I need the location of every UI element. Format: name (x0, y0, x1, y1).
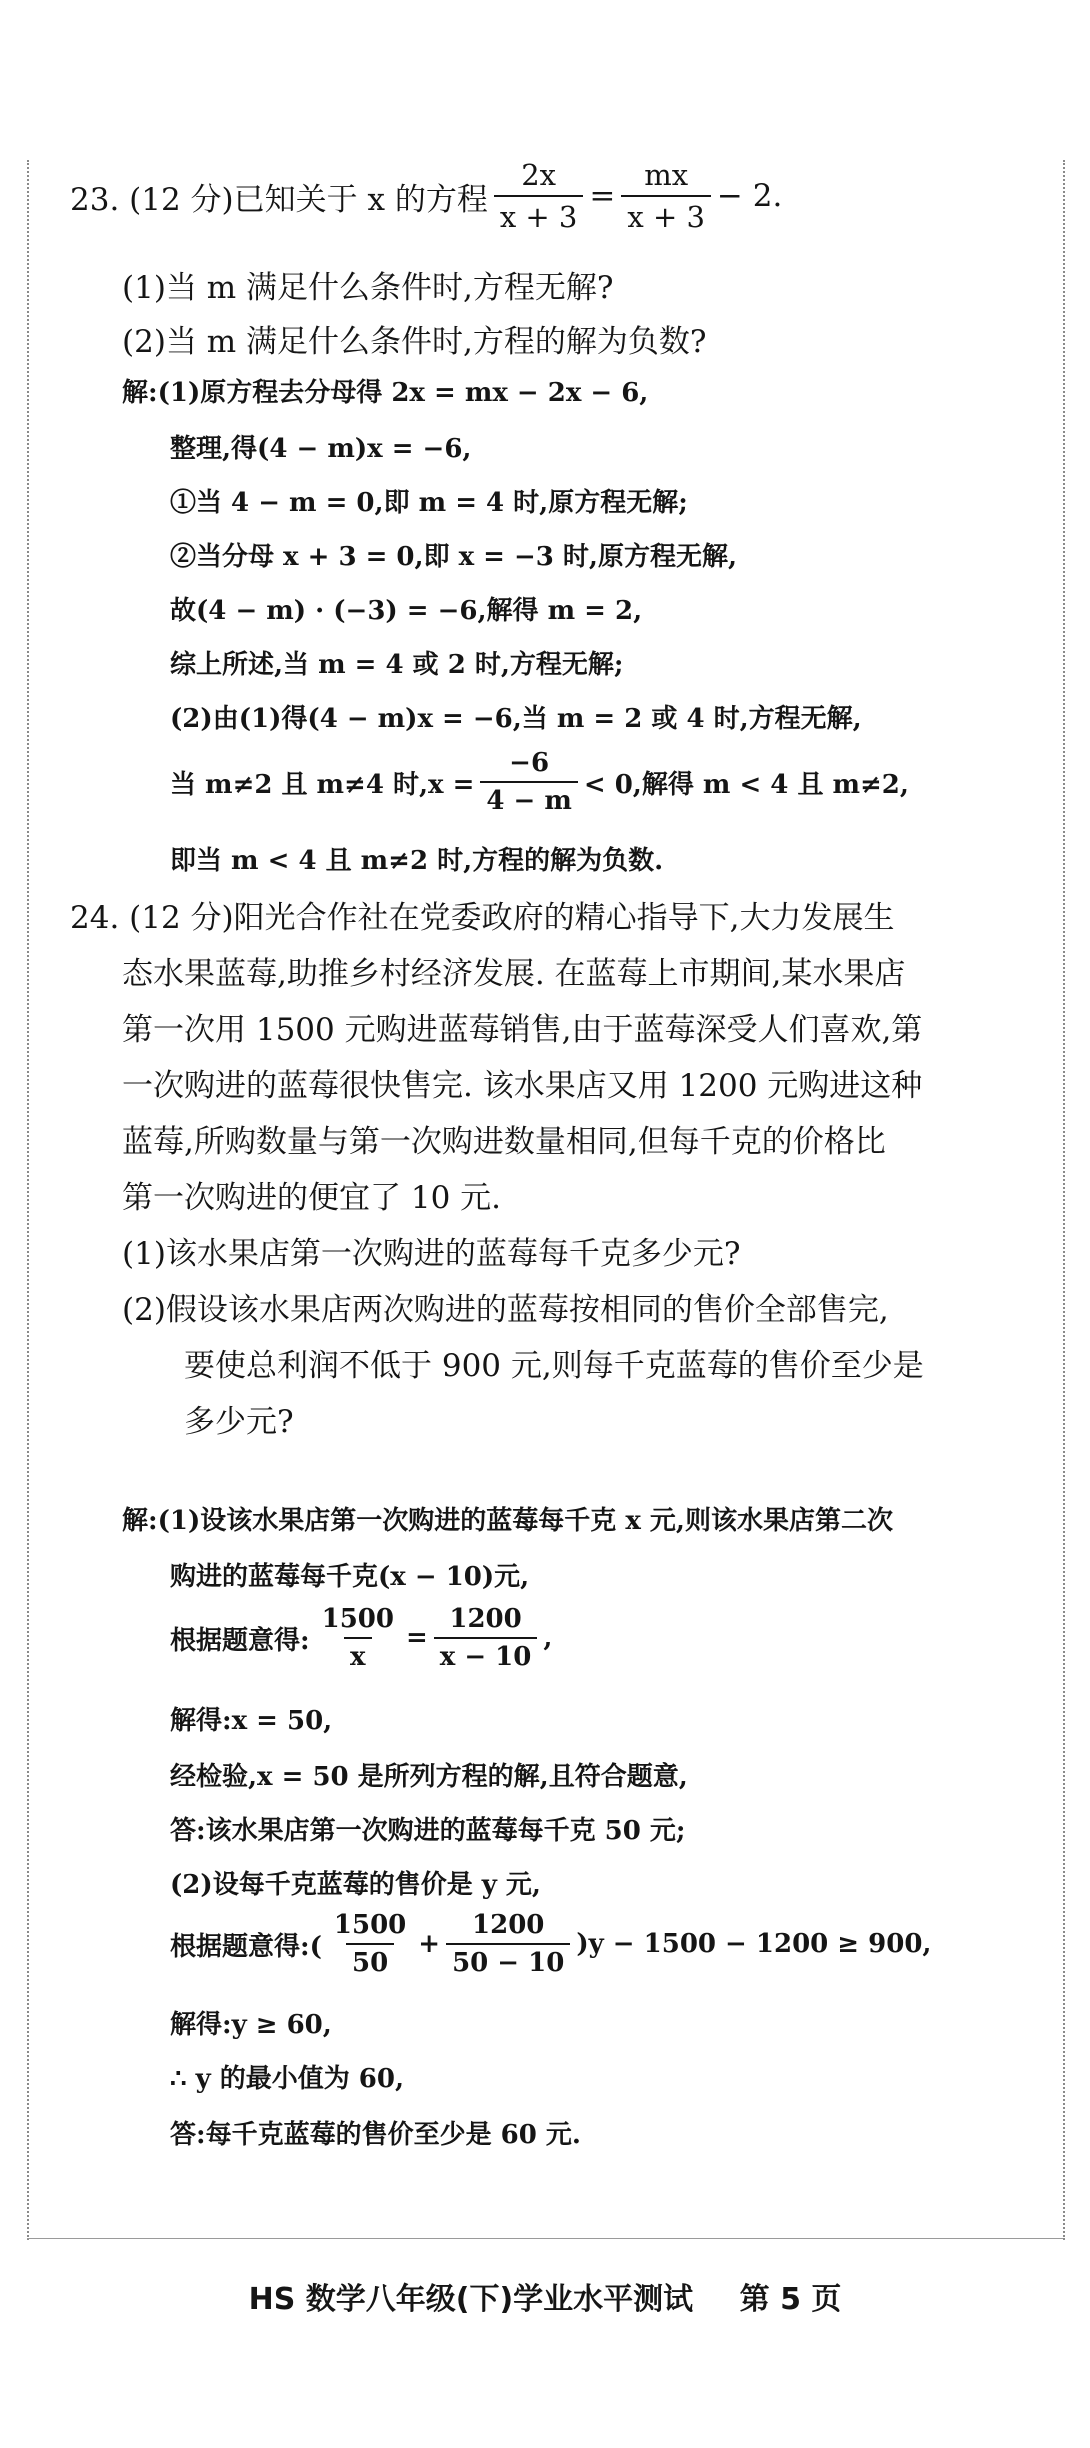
s24-line6: 答:该水果店第一次购进的蓝莓每千克 50 元; (170, 1816, 686, 1846)
s24-line8-fraction-b (446, 1910, 570, 1978)
fraction-numerator: 2x (521, 158, 557, 192)
s23-fraction (480, 748, 578, 816)
s24-line2: 购进的蓝莓每千克(x − 10)元, (170, 1562, 530, 1592)
s24-line8 (170, 1910, 931, 1978)
s24-line10: ∴ y 的最小值为 60, (170, 2064, 405, 2094)
s24-fraction-right (434, 1604, 538, 1672)
q24-line4: 一次购进的蓝莓很快售完. 该水果店又用 1200 元购进这种 (122, 1068, 923, 1104)
q24-line6: 第一次购进的便宜了 10 元. (122, 1180, 502, 1216)
s23-line8 (170, 748, 909, 816)
q23-prefix: 23. (12 分)已知关于 x 的方程 (70, 181, 488, 218)
q24-line2: 态水果蓝莓,助推乡村经济发展. 在蓝莓上市期间,某水果店 (122, 956, 906, 992)
s23-line5: 故(4 − m) · (−3) = −6,解得 m = 2, (170, 596, 643, 626)
q24-part2c: 多少元? (184, 1404, 294, 1440)
q23-part2: (2)当 m 满足什么条件时,方程的解为负数? (122, 324, 707, 360)
q23-fraction-right (621, 158, 711, 234)
q23-suffix: − 2. (716, 178, 783, 214)
equals-sign: = (589, 178, 616, 214)
fraction-numerator: 1500 (321, 1604, 394, 1634)
right-margin-dotted-line (1063, 160, 1065, 2240)
fraction-denominator: 50 − 10 (446, 1943, 570, 1978)
s24-line7: (2)设每千克蓝莓的售价是 y 元, (170, 1870, 541, 1900)
fraction-denominator: x − 10 (434, 1637, 538, 1672)
q23-stem (70, 158, 782, 234)
s24-line4: 解得:x = 50, (170, 1706, 333, 1736)
s24-line11: 答:每千克蓝莓的售价至少是 60 元. (170, 2120, 581, 2150)
s23-line8-pre: 当 m≠2 且 m≠4 时,x = (170, 769, 475, 800)
s23-line3: ①当 4 − m = 0,即 m = 4 时,原方程无解; (170, 488, 688, 518)
s23-line1: 解:(1)原方程去分母得 2x = mx − 2x − 6, (122, 378, 649, 408)
s24-line1: 解:(1)设该水果店第一次购进的蓝莓每千克 x 元,则该水果店第二次 (122, 1506, 893, 1536)
footer-rule (27, 2238, 1063, 2239)
q24-part2a: (2)假设该水果店两次购进的蓝莓按相同的售价全部售完, (122, 1292, 889, 1328)
left-margin-dotted-line (27, 160, 29, 2240)
s23-line4: ②当分母 x + 3 = 0,即 x = −3 时,原方程无解, (170, 542, 738, 572)
equals-sign: = (405, 1623, 428, 1653)
fraction-denominator: x + 3 (494, 195, 584, 234)
fraction-denominator: 4 − m (480, 781, 578, 816)
q23-fraction-left (494, 158, 584, 234)
s24-line5: 经检验,x = 50 是所列方程的解,且符合题意, (170, 1762, 688, 1792)
fraction-denominator: 50 (346, 1943, 394, 1978)
s24-line3 (170, 1604, 552, 1672)
footer-title: HS 数学八年级(下)学业水平测试 (248, 2282, 694, 2317)
fraction-numerator: 1500 (333, 1910, 407, 1940)
fraction-numerator: mx (644, 158, 689, 192)
q24-part2b: 要使总利润不低于 900 元,则每千克蓝莓的售价至少是 (184, 1348, 924, 1384)
fraction-numerator: 1200 (449, 1604, 522, 1634)
fraction-denominator: x + 3 (621, 195, 711, 234)
s24-fraction-left (316, 1604, 400, 1672)
s24-line3-post: , (543, 1623, 553, 1653)
s23-line2: 整理,得(4 − m)x = −6, (170, 434, 472, 464)
s23-line7: (2)由(1)得(4 − m)x = −6,当 m = 2 或 4 时,方程无解, (170, 704, 862, 734)
s23-line9: 即当 m < 4 且 m≠2 时,方程的解为负数. (170, 846, 664, 876)
q24-line5: 蓝莓,所购数量与第一次购进数量相同,但每千克的价格比 (122, 1124, 886, 1160)
q24-line1: 24. (12 分)阳光合作社在党委政府的精心指导下,大力发展生 (70, 900, 895, 936)
plus-sign: + (418, 1929, 441, 1959)
fraction-denominator: x (344, 1637, 372, 1672)
q24-part1: (1)该水果店第一次购进的蓝莓每千克多少元? (122, 1236, 741, 1272)
s23-line6: 综上所述,当 m = 4 或 2 时,方程无解; (170, 650, 624, 680)
s24-line8-fraction-a (328, 1910, 412, 1978)
q24-line3: 第一次用 1500 元购进蓝莓销售,由于蓝莓深受人们喜欢,第 (122, 1012, 923, 1048)
page-footer (0, 2274, 1090, 2318)
fraction-numerator: 1200 (472, 1910, 545, 1940)
s24-line8-pre: 根据题意得:( (170, 1931, 322, 1962)
s24-line9: 解得:y ≥ 60, (170, 2010, 332, 2040)
fraction-numerator: −6 (509, 748, 550, 778)
page-number: 第 5 页 (739, 2282, 842, 2317)
s24-line3-pre: 根据题意得: (170, 1625, 310, 1656)
s24-line8-post: )y − 1500 − 1200 ≥ 900, (576, 1929, 932, 1959)
s23-line8-post: < 0,解得 m < 4 且 m≠2, (583, 769, 909, 800)
q23-part1: (1)当 m 满足什么条件时,方程无解? (122, 270, 614, 306)
